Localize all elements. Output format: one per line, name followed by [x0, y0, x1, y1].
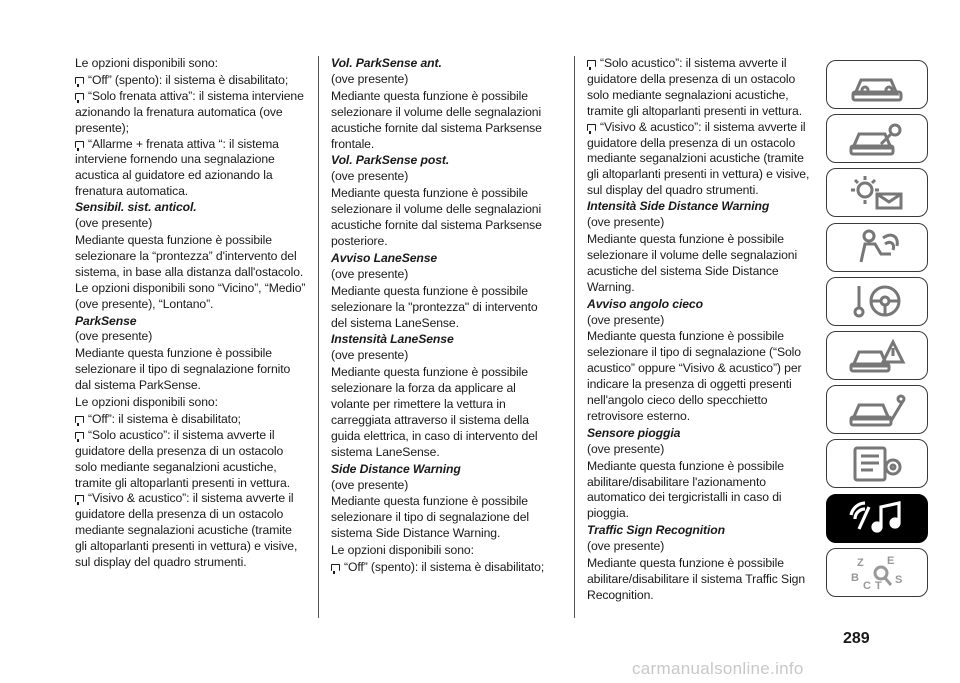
technical-data-icon	[847, 445, 907, 483]
text: Mediante questa funzione è possibile selezionare il tipo di segnalazione del sistema Side Distance Warning.	[331, 494, 530, 541]
paragraph	[331, 284, 556, 332]
airbag-seatbelt-icon	[847, 228, 907, 266]
bullet-item	[75, 89, 307, 137]
text-column-3	[587, 56, 815, 605]
text: Le opzioni disponibili sono:	[331, 543, 474, 558]
bullet-marker-icon	[587, 124, 596, 131]
tab-airbag[interactable]	[826, 223, 928, 272]
text: “Solo frenata attiva”: il sistema interviene azionando la frenatura automatica (ove presente);	[75, 88, 304, 135]
paragraph	[331, 186, 556, 250]
paragraph	[331, 72, 556, 88]
bullet-marker-icon	[75, 432, 84, 439]
paragraph	[587, 313, 815, 329]
column-divider	[574, 56, 575, 618]
tab-technical[interactable]	[826, 439, 928, 488]
section-heading	[587, 199, 815, 215]
bullet-item	[75, 491, 307, 571]
text: Mediante questa funzione è possibile selezionare il tipo di segnalazione fornito dal sistema ParkSense.	[75, 346, 291, 393]
text: Vol. ParkSense post.	[331, 153, 450, 168]
text: (ove presente)	[587, 312, 665, 327]
page-number: 289	[843, 630, 870, 647]
text: (ove presente)	[587, 215, 665, 230]
text: Le opzioni disponibili sono:	[75, 395, 218, 410]
section-heading	[587, 523, 815, 539]
bullet-item	[587, 56, 815, 120]
bullet-marker-icon	[75, 416, 84, 423]
tab-starting[interactable]	[826, 277, 928, 326]
paragraph	[75, 233, 307, 313]
paragraph	[331, 478, 556, 494]
text: Mediante questa funzione è possibile selezionare il tipo di segnalazione (“Solo acustico” oppure “Visivo & acustico”) per indicare la presenza di oggetti presenti nell'angolo cieco dello specchietto retrovisore esterno.	[587, 329, 802, 423]
tab-index[interactable]	[826, 548, 928, 597]
bullet-item	[587, 120, 815, 200]
section-heading	[75, 314, 307, 330]
paragraph	[587, 215, 815, 231]
car-key-icon	[847, 120, 907, 158]
text: Side Distance Warning	[331, 461, 461, 476]
text: (ove presente)	[331, 348, 409, 363]
text: (ove presente)	[75, 329, 153, 344]
text: Sensore pioggia	[587, 425, 681, 440]
watermark: carmanualsonline.info	[632, 659, 804, 678]
section-heading	[331, 332, 556, 348]
text: (ove presente)	[587, 441, 665, 456]
text-column-1	[75, 56, 307, 571]
bullet-marker-icon	[75, 141, 84, 148]
bullet-marker-icon	[331, 564, 340, 571]
index-letter-b: B	[851, 572, 859, 585]
text: (ove presente)	[331, 477, 409, 492]
bullet-marker-icon	[75, 93, 84, 100]
section-heading	[331, 153, 556, 169]
paragraph	[331, 89, 556, 153]
bullet-item	[75, 412, 307, 428]
paragraph	[75, 216, 307, 232]
paragraph	[587, 232, 815, 296]
paragraph	[331, 267, 556, 283]
index-letter-e: E	[887, 555, 895, 568]
section-heading	[331, 251, 556, 267]
text: “Allarme + frenata attiva “: il sistema interviene fornendo una segnalazione acustica al guidatore ed azionando la frenatura automatica.	[75, 136, 279, 199]
car-emergency-icon	[847, 336, 907, 374]
section-heading	[587, 426, 815, 442]
bullet-item	[331, 560, 556, 576]
text: “Visivo & acustico”: il sistema avverte il guidatore della presenza di un ostacolo mediante segnalazioni acustiche (tramite gli altoparlanti presenti in vettura) e visive, sul display del quadro strumenti.	[75, 491, 298, 570]
text: “Solo acustico”: il sistema avverte il guidatore della presenza di un ostacolo solo mediante seganalzioni acustiche, tramite gli altoparlanti presenti in vettura.	[75, 427, 290, 490]
paragraph	[75, 329, 307, 345]
paragraph	[331, 365, 556, 460]
text: (ove presente)	[587, 539, 665, 554]
paragraph	[331, 169, 556, 185]
index-letter-z: Z	[857, 557, 864, 570]
text: “Visivo & acustico”: il sistema avverte il guidatore della presenza di un ostacolo mediante seganalzioni acustiche (tramite gli altoparlanti presenti in vettura) e visive, sul display del quadro strumenti.	[587, 119, 810, 198]
index-letter-c: C	[863, 580, 871, 592]
bullet-item	[75, 428, 307, 492]
text: Vol. ParkSense ant.	[331, 56, 442, 70]
tab-dashboard[interactable]	[826, 60, 928, 109]
paragraph	[587, 556, 815, 604]
paragraph	[331, 543, 556, 559]
index-icon	[847, 553, 907, 591]
text-column-2	[331, 56, 556, 576]
paragraph	[587, 539, 815, 555]
text: Mediante questa funzione è possibile selezionare la forza da applicare al volante per rimettere la vettura in carreggiata attraverso il sistema della guida elettrica, in caso di intervento del sistema LaneSense.	[331, 365, 538, 459]
multimedia-icon	[847, 499, 907, 537]
text: (ove presente)	[331, 71, 409, 86]
text: “Solo acustico”: il sistema avverte il guidatore della presenza di un ostacolo solo mediante segnalazioni acustiche, tramite gli altoparlanti presenti in vettura.	[587, 56, 802, 118]
text: Mediante questa funzione è possibile abilitare/disabilitare il sistema Traffic Sign Recognition.	[587, 556, 806, 602]
paragraph	[75, 395, 307, 411]
text: (ove presente)	[75, 216, 153, 231]
paragraph	[587, 459, 815, 523]
tab-maintenance[interactable]	[826, 385, 928, 434]
section-heading	[75, 200, 307, 216]
paragraph	[587, 442, 815, 458]
text: Mediante questa funzione è possibile selezionare il volume delle segnalazioni acustiche fornite dal sistema Parksense frontale.	[331, 88, 542, 151]
bullet-marker-icon	[75, 77, 84, 84]
text: Avviso angolo cieco	[587, 296, 703, 311]
text: “Off”: il sistema è disabilitato;	[88, 411, 241, 426]
text: Intensità Side Distance Warning	[587, 199, 770, 214]
text: Mediante questa funzione è possibile selezionare la “prontezza” d'intervento del sistema, in base alla distanza dall'ostacolo. Le opzioni disponibili sono “Vicino”, “Medio” (ove presente), “Lontano”.	[75, 232, 306, 311]
tab-multimedia[interactable]	[826, 494, 928, 543]
text: Avviso LaneSense	[331, 250, 438, 265]
paragraph	[331, 348, 556, 364]
text: Mediante questa funzione è possibile selezionare la "prontezza" di intervento del sistema LaneSense.	[331, 283, 538, 330]
steering-wheel-icon	[847, 282, 907, 320]
index-letter-t: T	[875, 580, 882, 592]
text: Traffic Sign Recognition	[587, 523, 725, 538]
column-divider	[318, 56, 319, 618]
paragraph	[587, 329, 815, 424]
text: ParkSense	[75, 313, 137, 328]
section-heading	[331, 56, 556, 72]
paragraph	[75, 346, 307, 394]
text: “Off” (spento): il sistema è disabilitato;	[88, 72, 289, 87]
section-heading	[331, 462, 556, 478]
car-maintenance-icon	[847, 391, 907, 429]
paragraph	[75, 56, 307, 72]
text: (ove presente)	[331, 169, 409, 184]
light-warning-icon	[847, 174, 907, 212]
tab-safety[interactable]	[826, 114, 928, 163]
text: Le opzioni disponibili sono:	[75, 56, 218, 70]
chapter-tabs	[826, 60, 928, 602]
bullet-marker-icon	[587, 60, 596, 67]
tab-emergency[interactable]	[826, 331, 928, 380]
text: “Off” (spento): il sistema è disabilitato;	[344, 560, 545, 575]
paragraph	[331, 494, 556, 542]
section-heading	[587, 297, 815, 313]
text: Mediante questa funzione è possibile selezionare il volume delle segnalazioni acustiche del sistema Side Distance Warning.	[587, 231, 798, 294]
text: Instensità LaneSense	[331, 332, 454, 347]
text: Sensibil. sist. anticol.	[75, 200, 197, 215]
text: Mediante questa funzione è possibile selezionare il volume delle segnalazioni acustiche fornite dal sistema Parksense posteriore.	[331, 186, 542, 248]
text: Mediante questa funzione è possibile abilitare/disabilitare l'azionamento automatico dei tergicristalli in caso di pioggia.	[587, 458, 784, 521]
bullet-item	[75, 137, 307, 201]
bullet-marker-icon	[75, 495, 84, 502]
index-letter-s: S	[895, 574, 903, 587]
tab-lights[interactable]	[826, 168, 928, 217]
text: (ove presente)	[331, 266, 409, 281]
car-dashboard-icon	[847, 66, 907, 104]
bullet-item	[75, 73, 307, 89]
